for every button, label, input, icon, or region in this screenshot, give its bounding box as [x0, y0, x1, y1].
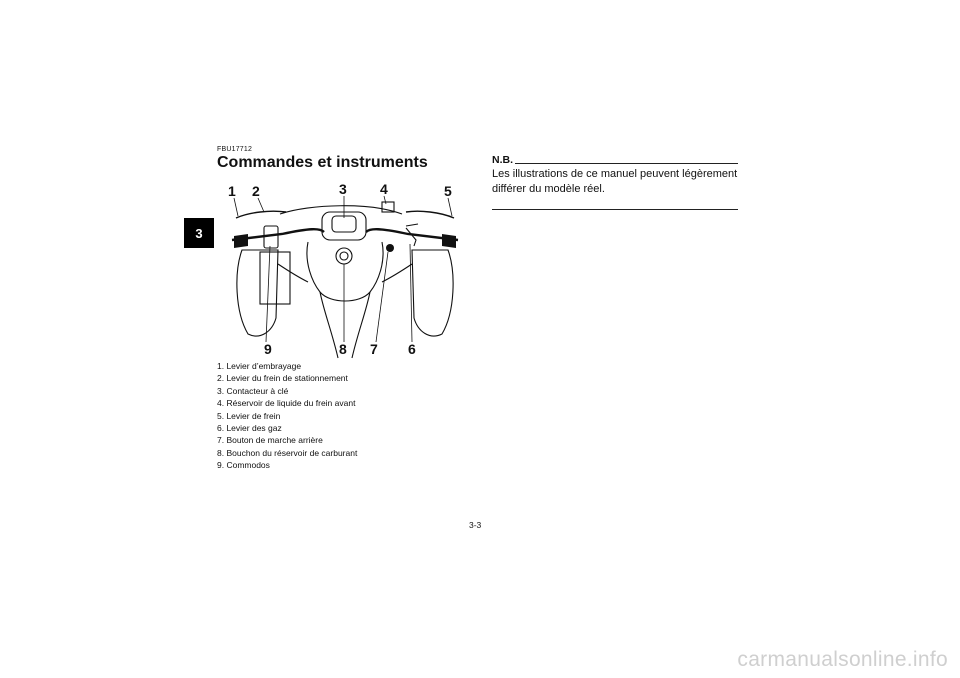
note-text: Les illustrations de ce manuel peuvent légèrement différer du modèle réel.	[492, 168, 738, 195]
chapter-tab: 3	[184, 218, 214, 248]
legend-item: 6. Levier des gaz	[217, 423, 282, 434]
note-header	[492, 154, 738, 166]
atv-drawing	[220, 182, 470, 360]
watermark: carmanualsonline.info	[737, 648, 948, 671]
callout-1: 1	[228, 183, 236, 199]
callout-7: 7	[370, 341, 378, 357]
legend-item: 1. Levier d’embrayage	[217, 361, 302, 371]
legend-item: 5. Levier de frein	[217, 410, 281, 421]
legend-item: 9. Commodos	[217, 460, 270, 471]
callout-4: 4	[380, 181, 388, 197]
legend-item: 4. Réservoir de liquide du frein avant	[217, 398, 356, 409]
figure-legend	[217, 360, 357, 472]
handlebar-illustration	[220, 182, 470, 360]
callout-2: 2	[252, 183, 260, 199]
callout-8: 8	[339, 341, 347, 357]
note-top-rule	[515, 163, 738, 164]
legend-item: 3. Contacteur à clé	[217, 385, 289, 396]
note-label: N.B.	[492, 154, 513, 166]
legend-item: 2. Levier du frein de stationnement	[217, 373, 348, 384]
legend-item: 7. Bouton de marche arrière	[217, 435, 323, 446]
callout-6: 6	[408, 341, 416, 357]
callout-3: 3	[339, 181, 347, 197]
callout-5: 5	[444, 183, 452, 199]
reference-code: FBU17712	[217, 146, 253, 153]
page-number: 3-3	[469, 520, 482, 530]
legend-item: 8. Bouchon du réservoir de carburant	[217, 447, 358, 458]
callout-9: 9	[264, 341, 272, 357]
note-bottom-rule	[492, 209, 738, 210]
note-box	[492, 154, 738, 210]
section-title: Commandes et instruments	[217, 154, 428, 171]
